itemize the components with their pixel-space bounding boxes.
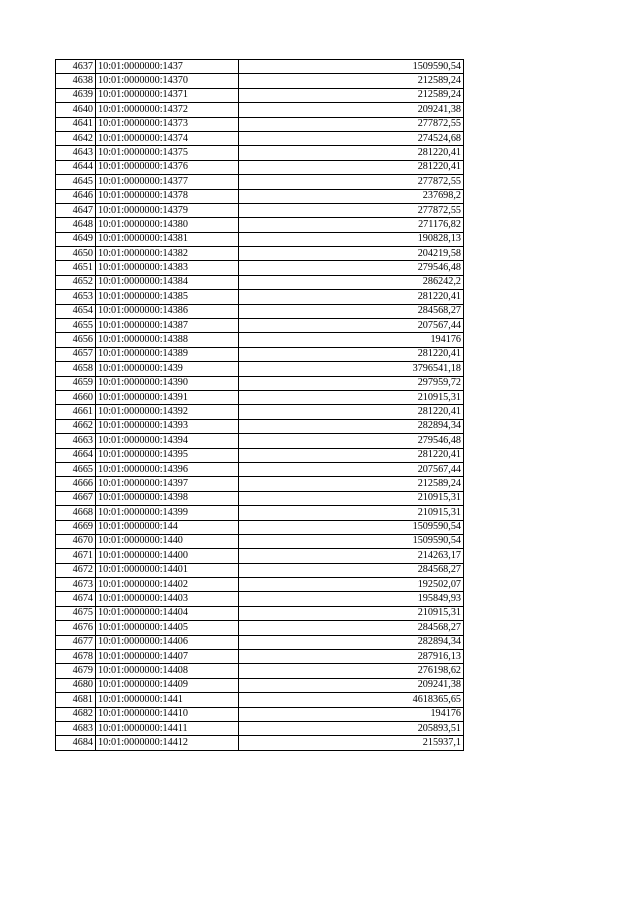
table-row [56,304,464,318]
table-row [56,290,464,304]
table-row [56,664,464,678]
row-number-cell: 4656 [56,333,96,347]
table-row [56,376,464,390]
value-cell: 282894,34 [239,635,464,649]
table-row [56,261,464,275]
cadastral-number-cell: 10:01:0000000:14374 [96,131,239,145]
table-row [56,678,464,692]
row-number-cell: 4676 [56,621,96,635]
table-row [56,578,464,592]
table-row [56,131,464,145]
value-cell: 207567,44 [239,462,464,476]
row-number-cell: 4660 [56,390,96,404]
value-cell: 281220,41 [239,448,464,462]
cadastral-number-cell: 10:01:0000000:14384 [96,275,239,289]
table-row [56,319,464,333]
value-cell: 190828,13 [239,232,464,246]
table-row [56,721,464,735]
cadastral-number-cell: 10:01:0000000:14381 [96,232,239,246]
cadastral-number-cell: 10:01:0000000:14376 [96,160,239,174]
value-cell: 212589,24 [239,88,464,102]
value-cell: 237698,2 [239,189,464,203]
cadastral-number-cell: 10:01:0000000:14401 [96,563,239,577]
table-row [56,74,464,88]
value-cell: 281220,41 [239,347,464,361]
row-number-cell: 4665 [56,462,96,476]
value-cell: 210915,31 [239,390,464,404]
cadastral-number-cell: 10:01:0000000:14408 [96,664,239,678]
row-number-cell: 4638 [56,74,96,88]
value-cell: 212589,24 [239,477,464,491]
row-number-cell: 4642 [56,131,96,145]
data-table [55,59,464,751]
row-number-cell: 4652 [56,275,96,289]
row-number-cell: 4648 [56,218,96,232]
row-number-cell: 4675 [56,606,96,620]
value-cell: 1509590,54 [239,520,464,534]
value-cell: 212589,24 [239,74,464,88]
row-number-cell: 4643 [56,146,96,160]
table-row [56,520,464,534]
table-row [56,146,464,160]
cadastral-number-cell: 10:01:0000000:14403 [96,592,239,606]
table-row [56,160,464,174]
row-number-cell: 4673 [56,578,96,592]
row-number-cell: 4682 [56,707,96,721]
cadastral-number-cell: 10:01:0000000:14409 [96,678,239,692]
cadastral-number-cell: 10:01:0000000:14388 [96,333,239,347]
cadastral-number-cell: 10:01:0000000:14407 [96,650,239,664]
cadastral-number-cell: 10:01:0000000:14383 [96,261,239,275]
value-cell: 192502,07 [239,578,464,592]
value-cell: 207567,44 [239,319,464,333]
cadastral-number-cell: 10:01:0000000:14404 [96,606,239,620]
cadastral-number-cell: 10:01:0000000:14399 [96,506,239,520]
cadastral-number-cell: 10:01:0000000:14405 [96,621,239,635]
cadastral-number-cell: 10:01:0000000:14398 [96,491,239,505]
value-cell: 277872,55 [239,175,464,189]
value-cell: 194176 [239,333,464,347]
value-cell: 282894,34 [239,419,464,433]
row-number-cell: 4679 [56,664,96,678]
table-row [56,434,464,448]
value-cell: 279546,48 [239,434,464,448]
row-number-cell: 4678 [56,650,96,664]
value-cell: 279546,48 [239,261,464,275]
table-row [56,103,464,117]
cadastral-number-cell: 10:01:0000000:14380 [96,218,239,232]
row-number-cell: 4659 [56,376,96,390]
row-number-cell: 4681 [56,693,96,707]
table-row [56,218,464,232]
cadastral-number-cell: 10:01:0000000:14397 [96,477,239,491]
table-row [56,347,464,361]
row-number-cell: 4664 [56,448,96,462]
table-row [56,247,464,261]
row-number-cell: 4657 [56,347,96,361]
table-row [56,477,464,491]
table-row [56,117,464,131]
cadastral-number-cell: 10:01:0000000:14410 [96,707,239,721]
cadastral-number-cell: 10:01:0000000:14378 [96,189,239,203]
cadastral-number-cell: 10:01:0000000:1437 [96,60,239,74]
cadastral-number-cell: 10:01:0000000:14391 [96,390,239,404]
row-number-cell: 4674 [56,592,96,606]
table-row [56,693,464,707]
table-row [56,390,464,404]
table-row [56,203,464,217]
cadastral-number-cell: 10:01:0000000:1440 [96,534,239,548]
row-number-cell: 4655 [56,319,96,333]
cadastral-number-cell: 10:01:0000000:14387 [96,319,239,333]
table-row [56,707,464,721]
row-number-cell: 4661 [56,405,96,419]
table-row [56,405,464,419]
value-cell: 210915,31 [239,491,464,505]
row-number-cell: 4671 [56,549,96,563]
row-number-cell: 4653 [56,290,96,304]
table-body [56,60,464,751]
table-row [56,534,464,548]
row-number-cell: 4677 [56,635,96,649]
row-number-cell: 4684 [56,736,96,750]
value-cell: 287916,13 [239,650,464,664]
row-number-cell: 4640 [56,103,96,117]
table-row [56,448,464,462]
row-number-cell: 4666 [56,477,96,491]
cadastral-number-cell: 10:01:0000000:14394 [96,434,239,448]
value-cell: 281220,41 [239,405,464,419]
value-cell: 210915,31 [239,606,464,620]
cadastral-number-cell: 10:01:0000000:14373 [96,117,239,131]
cadastral-number-cell: 10:01:0000000:14389 [96,347,239,361]
cadastral-number-cell: 10:01:0000000:14390 [96,376,239,390]
row-number-cell: 4637 [56,60,96,74]
row-number-cell: 4667 [56,491,96,505]
cadastral-number-cell: 10:01:0000000:14412 [96,736,239,750]
value-cell: 209241,38 [239,103,464,117]
row-number-cell: 4669 [56,520,96,534]
value-cell: 277872,55 [239,203,464,217]
cadastral-number-cell: 10:01:0000000:14382 [96,247,239,261]
table-row [56,462,464,476]
table-row [56,736,464,750]
value-cell: 214263,17 [239,549,464,563]
value-cell: 215937,1 [239,736,464,750]
value-cell: 209241,38 [239,678,464,692]
table-row [56,232,464,246]
row-number-cell: 4650 [56,247,96,261]
value-cell: 3796541,18 [239,362,464,376]
cadastral-number-cell: 10:01:0000000:14377 [96,175,239,189]
row-number-cell: 4647 [56,203,96,217]
row-number-cell: 4654 [56,304,96,318]
cadastral-number-cell: 10:01:0000000:14393 [96,419,239,433]
cadastral-number-cell: 10:01:0000000:14395 [96,448,239,462]
row-number-cell: 4663 [56,434,96,448]
table-row [56,175,464,189]
cadastral-number-cell: 10:01:0000000:14396 [96,462,239,476]
value-cell: 276198,62 [239,664,464,678]
value-cell: 284568,27 [239,304,464,318]
row-number-cell: 4641 [56,117,96,131]
value-cell: 195849,93 [239,592,464,606]
value-cell: 284568,27 [239,621,464,635]
cadastral-number-cell: 10:01:0000000:14371 [96,88,239,102]
table-row [56,621,464,635]
table-row [56,563,464,577]
row-number-cell: 4680 [56,678,96,692]
row-number-cell: 4639 [56,88,96,102]
row-number-cell: 4658 [56,362,96,376]
value-cell: 274524,68 [239,131,464,145]
value-cell: 210915,31 [239,506,464,520]
cadastral-number-cell: 10:01:0000000:14370 [96,74,239,88]
cadastral-number-cell: 10:01:0000000:14375 [96,146,239,160]
cadastral-number-cell: 10:01:0000000:14402 [96,578,239,592]
table-row [56,60,464,74]
table-row [56,606,464,620]
cadastral-number-cell: 10:01:0000000:14406 [96,635,239,649]
cadastral-number-cell: 10:01:0000000:1441 [96,693,239,707]
table-row [56,506,464,520]
table-row [56,362,464,376]
table-row [56,88,464,102]
value-cell: 271176,82 [239,218,464,232]
cadastral-number-cell: 10:01:0000000:14400 [96,549,239,563]
row-number-cell: 4668 [56,506,96,520]
value-cell: 277872,55 [239,117,464,131]
row-number-cell: 4646 [56,189,96,203]
value-cell: 1509590,54 [239,60,464,74]
table-row [56,333,464,347]
value-cell: 286242,2 [239,275,464,289]
row-number-cell: 4670 [56,534,96,548]
table-row [56,275,464,289]
row-number-cell: 4649 [56,232,96,246]
row-number-cell: 4683 [56,721,96,735]
value-cell: 205893,51 [239,721,464,735]
row-number-cell: 4672 [56,563,96,577]
row-number-cell: 4644 [56,160,96,174]
cadastral-number-cell: 10:01:0000000:14372 [96,103,239,117]
table-row [56,650,464,664]
row-number-cell: 4651 [56,261,96,275]
cadastral-number-cell: 10:01:0000000:14386 [96,304,239,318]
value-cell: 297959,72 [239,376,464,390]
cadastral-number-cell: 10:01:0000000:14385 [96,290,239,304]
table-row [56,635,464,649]
value-cell: 4618365,65 [239,693,464,707]
value-cell: 281220,41 [239,290,464,304]
value-cell: 1509590,54 [239,534,464,548]
table-row [56,592,464,606]
value-cell: 281220,41 [239,146,464,160]
cadastral-number-cell: 10:01:0000000:1439 [96,362,239,376]
row-number-cell: 4662 [56,419,96,433]
cadastral-number-cell: 10:01:0000000:14379 [96,203,239,217]
cadastral-number-cell: 10:01:0000000:144 [96,520,239,534]
cadastral-number-cell: 10:01:0000000:14411 [96,721,239,735]
row-number-cell: 4645 [56,175,96,189]
value-cell: 281220,41 [239,160,464,174]
value-cell: 284568,27 [239,563,464,577]
table-row [56,549,464,563]
table-row [56,419,464,433]
table-row [56,491,464,505]
value-cell: 194176 [239,707,464,721]
value-cell: 204219,58 [239,247,464,261]
table-row [56,189,464,203]
cadastral-number-cell: 10:01:0000000:14392 [96,405,239,419]
